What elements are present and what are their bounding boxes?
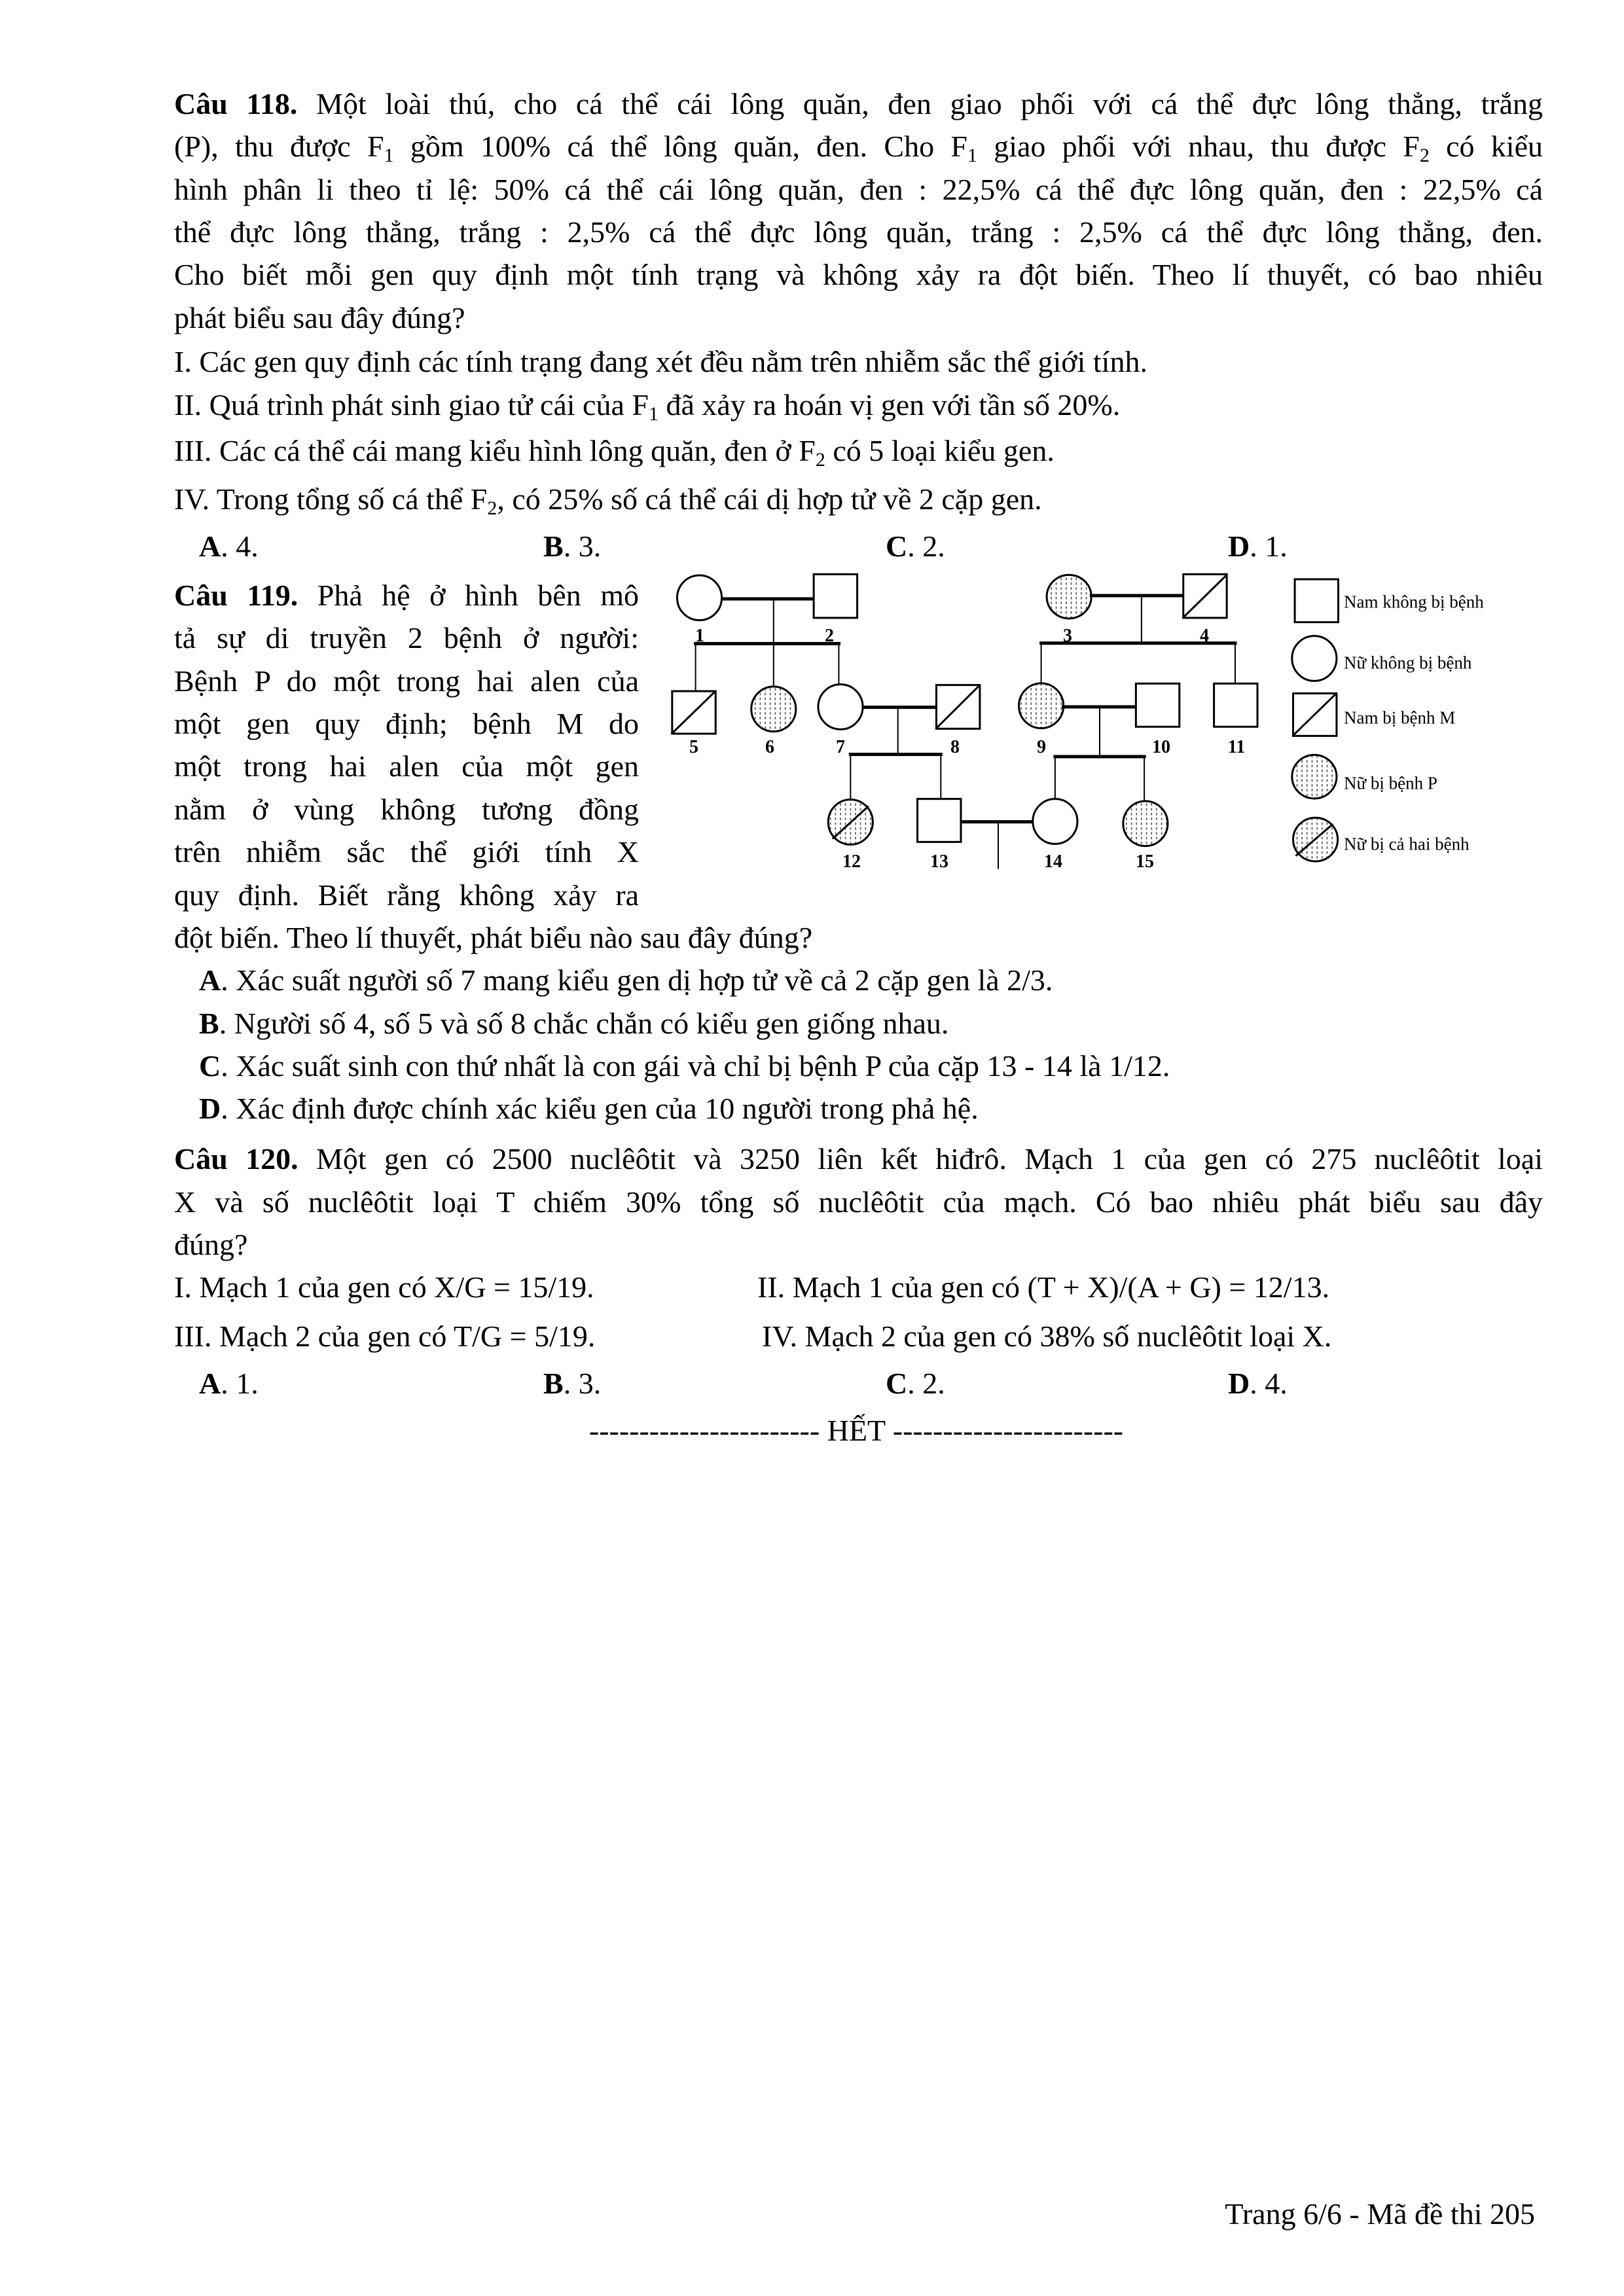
text: IV. Trong tổng số cá thể F	[174, 482, 488, 516]
q118-statement-4	[174, 478, 1042, 520]
male-unaffected-11	[1214, 683, 1257, 726]
legend-label: Nữ bị cả hai bệnh	[1344, 834, 1470, 854]
q118-statement-3	[174, 429, 1055, 472]
text: Một gen có 2500 nuclêôtit và 3250 liên kết hiđrô. Mạch 1 của gen có 275 nuclêôtit loại	[298, 1142, 1543, 1175]
female-disease-p-9	[1019, 683, 1064, 728]
q120-line: đúng?	[174, 1228, 248, 1261]
q119-line: quy định. Biết rằng không xảy ra	[174, 878, 639, 912]
person-number: 7	[836, 737, 845, 757]
subscript: 2	[487, 497, 497, 519]
q118-option-c	[886, 525, 945, 567]
option-text: . 2.	[907, 1367, 945, 1400]
subscript: 1	[967, 145, 977, 166]
option-letter: B	[543, 529, 564, 563]
q120-statement-2: II. Mạch 1 của gen có (T + X)/(A + G) = 12/13.	[757, 1270, 1330, 1304]
q118-line: Cho biết mỗi gen quy định một tính trạng và không xảy ra đột biến. Theo lí thuyết, có bao nhiêu	[174, 258, 1543, 291]
option-text: . 4.	[221, 529, 259, 563]
female-disease-p-15	[1123, 801, 1168, 846]
q120-line: X và số nuclêôtit loại T chiếm 30% tổng số nuclêôtit của mạch. Có bao nhiêu phát biểu sau đây	[174, 1185, 1543, 1219]
option-text: . Xác suất người số 7 mang kiểu gen dị hợp tử về cả 2 cặp gen là 2/3.	[221, 963, 1053, 997]
q118-statement-2	[174, 384, 1120, 426]
q119-line	[174, 574, 639, 617]
q119-line: Bệnh P do một trong hai alen của	[174, 664, 639, 698]
person-number: 10	[1152, 737, 1170, 757]
q119-option-c	[199, 1045, 1170, 1087]
option-letter: C	[886, 529, 908, 563]
text: có 5 loại kiểu gen.	[825, 434, 1055, 467]
male-unaffected-10	[1136, 683, 1179, 726]
person-number: 15	[1136, 852, 1154, 872]
person-number: 5	[689, 737, 698, 757]
q118-option-b	[543, 525, 601, 567]
male-unaffected-13	[918, 799, 961, 842]
q120-option-c	[886, 1362, 945, 1405]
text: III. Các cá thể cái mang kiểu hình lông quăn, đen ở F	[174, 434, 816, 467]
option-text: . 3.	[563, 1367, 602, 1400]
q120-title: Câu 120.	[174, 1142, 298, 1175]
option-letter: C	[199, 1049, 221, 1083]
q118-line: thể đực lông thẳng, trắng : 2,5% cá thể đực lông quăn, trắng : 2,5% cá thể đực lông thẳng, đen.	[174, 215, 1543, 249]
subscript: 2	[1419, 145, 1430, 166]
option-letter: D	[1228, 529, 1250, 563]
q118-line: phát biểu sau đây đúng?	[174, 301, 465, 334]
q119-option-d	[199, 1087, 979, 1130]
legend-label: Nữ bị bệnh P	[1344, 773, 1437, 793]
q119-line: nằm ở vùng không tương đồng	[174, 793, 639, 826]
page-footer: Trang 6/6 - Mã đề thi 205	[1225, 2197, 1535, 2231]
q119-option-a	[199, 959, 1053, 1001]
person-number: 1	[695, 626, 704, 646]
option-letter: D	[199, 1092, 221, 1125]
legend-female-disease-p-icon	[1292, 755, 1337, 798]
text: (P), thu được F	[174, 130, 384, 163]
female-disease-p-6	[751, 687, 796, 732]
text: II. Quá trình phát sinh giao tử cái của F	[174, 388, 649, 422]
option-text: . Xác suất sinh con thứ nhất là con gái và chỉ bị bệnh P của cặp 13 - 14 là 1/12.	[221, 1049, 1170, 1083]
female-disease-p-3	[1047, 575, 1091, 619]
text: đã xảy ra hoán vị gen với tần số 20%.	[658, 388, 1121, 422]
text: , có 25% số cá thể cái dị hợp tử về 2 cặp gen.	[497, 482, 1042, 516]
legend-male-unaffected-icon	[1295, 579, 1338, 622]
end-marker: ----------------------- HẾT -----------------------	[588, 1414, 1124, 1447]
q120-option-a	[199, 1362, 259, 1405]
q120-option-d	[1228, 1362, 1288, 1405]
option-letter: A	[199, 963, 221, 997]
q118-line	[174, 125, 1543, 168]
person-number: 9	[1037, 737, 1046, 757]
option-letter: B	[543, 1367, 564, 1400]
option-letter: A	[199, 1367, 221, 1400]
person-number: 12	[842, 852, 861, 872]
legend-label: Nam không bị bệnh	[1344, 592, 1484, 612]
q119-line: một gen quy định; bệnh M do	[174, 707, 639, 740]
legend-label: Nam bị bệnh M	[1344, 708, 1456, 728]
text: giao phối với nhau, thu được F	[977, 130, 1420, 163]
option-text: . 2.	[907, 529, 945, 563]
subscript: 2	[815, 449, 825, 471]
option-text: . 4.	[1250, 1367, 1288, 1400]
q119-title: Câu 119.	[174, 579, 298, 612]
q120-statement-3: III. Mạch 2 của gen có T/G = 5/19.	[174, 1319, 596, 1353]
option-letter: B	[199, 1007, 219, 1040]
female-unaffected-1	[677, 575, 721, 620]
female-unaffected-7	[818, 685, 863, 730]
option-text: . Người số 4, số 5 và số 8 chắc chắn có kiểu gen giống nhau.	[219, 1007, 949, 1040]
option-text: . 3.	[563, 529, 602, 563]
q120-option-b	[543, 1362, 601, 1405]
option-letter: C	[886, 1367, 908, 1400]
q120-statement-1: I. Mạch 1 của gen có X/G = 15/19.	[174, 1270, 594, 1304]
option-text: . Xác định được chính xác kiểu gen của 10 người trong phả hệ.	[221, 1092, 979, 1125]
subscript: 1	[648, 403, 659, 425]
text: Phả hệ ở hình bên mô	[298, 579, 639, 612]
text: Một loài thú, cho cá thể cái lông quăn, đen giao phối với cá thể đực lông thẳng, trắng	[297, 87, 1543, 120]
q118-line: hình phân li theo tỉ lệ: 50% cá thể cái lông quăn, đen : 22,5% cá thể đực lông quăn, đen : 22,5% cá	[174, 173, 1543, 206]
q118-line	[174, 82, 1543, 125]
text: gồm 100% cá thể lông quăn, đen. Cho F	[393, 130, 967, 163]
q120-line	[174, 1138, 1543, 1180]
q119-option-b	[199, 1002, 948, 1045]
male-unaffected-2	[814, 574, 857, 618]
subscript: 1	[384, 145, 394, 166]
q118-option-d	[1228, 525, 1288, 567]
person-number: 13	[930, 852, 948, 872]
person-number: 8	[950, 737, 960, 757]
female-unaffected-14	[1033, 799, 1077, 844]
option-text: . 1.	[1250, 529, 1288, 563]
person-number: 11	[1227, 737, 1246, 757]
q119-line: một trong hai alen của một gen	[174, 749, 639, 783]
person-number: 4	[1200, 626, 1209, 646]
person-number: 14	[1044, 852, 1062, 872]
person-number: 3	[1063, 626, 1072, 646]
person-number: 2	[825, 626, 834, 646]
option-letter: A	[199, 529, 221, 563]
q118-title: Câu 118.	[174, 87, 298, 120]
q119-line: đột biến. Theo lí thuyết, phát biểu nào sau đây đúng?	[174, 921, 813, 954]
q118-statement-1: I. Các gen quy định các tính trạng đang xét đều nằm trên nhiễm sắc thể giới tính.	[174, 345, 1147, 378]
option-letter: D	[1228, 1367, 1250, 1400]
legend-female-unaffected-icon	[1292, 636, 1337, 681]
text: có kiểu	[1429, 130, 1543, 163]
q119-line: trên nhiễm sắc thể giới tính X	[174, 835, 639, 869]
legend-label: Nữ không bị bệnh	[1344, 653, 1472, 673]
person-number: 6	[765, 737, 774, 757]
q120-statement-4: IV. Mạch 2 của gen có 38% số nuclêôtit loại X.	[762, 1319, 1332, 1353]
option-text: . 1.	[221, 1367, 259, 1400]
q118-option-a	[199, 525, 259, 567]
q119-line: tả sự di truyền 2 bệnh ở người:	[174, 621, 639, 655]
